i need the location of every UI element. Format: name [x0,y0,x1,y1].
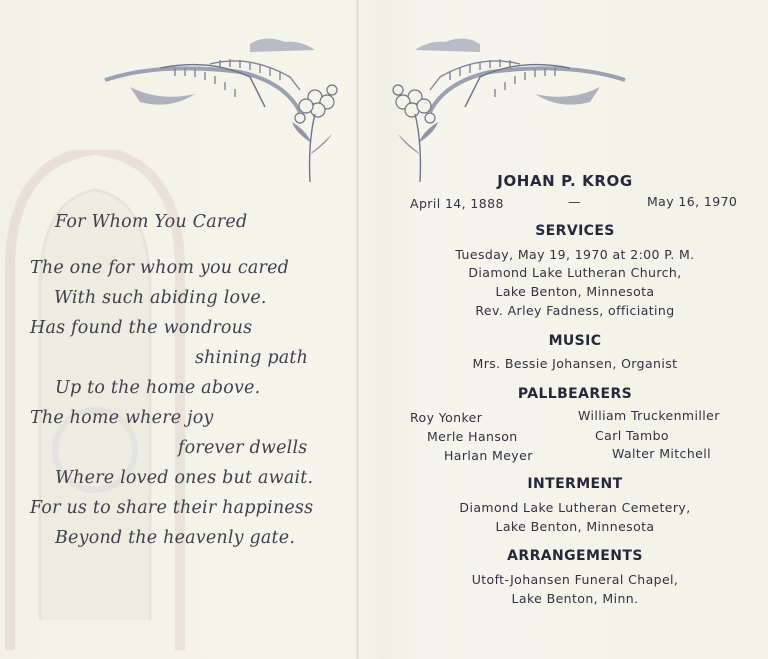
arrangements-line: Lake Benton, Minn. [511,591,639,606]
center-fold [356,0,359,659]
services-line: Lake Benton, Minnesota [495,284,655,299]
pallbearer-name: Harlan Meyer [444,448,533,463]
pallbearers-heading: PALLBEARERS [517,386,633,402]
date-dash: — [568,194,581,209]
poem-line: For us to share their happiness [30,498,314,518]
poem-line: With such abiding love. [54,288,267,308]
poem-line: Up to the home above. [55,378,261,398]
music-heading: MUSIC [548,333,602,349]
services-line: Diamond Lake Lutheran Church, [468,265,682,280]
pallbearer-name: Carl Tambo [595,428,669,443]
poem-line: Where loved ones but await. [55,468,314,488]
deceased-name: JOHAN P. KROG [497,172,633,190]
poem-panel [0,0,356,659]
poem-line: The one for whom you cared [30,258,290,278]
interment-line: Diamond Lake Lutheran Cemetery, [459,500,691,515]
services-heading: SERVICES [535,223,615,239]
pallbearer-name: Roy Yonker [410,410,483,425]
service-info-panel [360,0,768,659]
interment-heading: INTERMENT [527,476,623,492]
death-date: May 16, 1970 [647,194,738,209]
services-line: Tuesday, May 19, 1970 at 2:00 P. M. [455,247,695,262]
music-line: Mrs. Bessie Johansen, Organist [472,356,678,371]
services-line: Rev. Arley Fadness, officiating [475,303,675,318]
pallbearer-name: Walter Mitchell [612,446,711,461]
poem-line: The home where joy [30,408,214,428]
pallbearer-name: William Truckenmiller [578,408,720,423]
poem-line: shining path [195,348,309,368]
poem-title: For Whom You Cared [55,212,248,232]
poem-line: forever dwells [178,438,308,458]
poem-line: Has found the wondrous [30,318,253,338]
arrangements-heading: ARRANGEMENTS [507,548,643,564]
arrangements-line: Utoft-Johansen Funeral Chapel, [471,572,679,587]
pallbearer-name: Merle Hanson [427,429,518,444]
poem-line: Beyond the heavenly gate. [55,528,296,548]
interment-line: Lake Benton, Minnesota [495,519,655,534]
birth-date: April 14, 1888 [410,196,504,211]
